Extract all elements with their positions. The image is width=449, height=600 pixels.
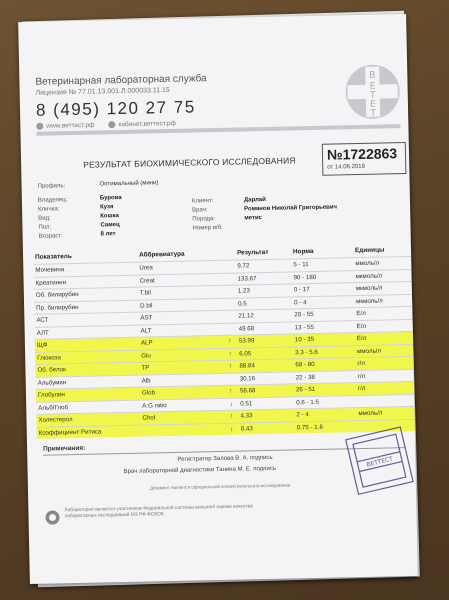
header-norm: Норма	[292, 247, 314, 256]
phone-number: 8 (495) 120 27 75	[35, 97, 196, 120]
norm-cell: 26 - 51	[294, 383, 356, 397]
abbreviation-cell: ALT	[139, 323, 223, 337]
result-cell: 6.05	[237, 346, 293, 360]
flag-cell	[222, 298, 236, 311]
norm-cell: 0 - 17	[292, 283, 354, 297]
species-value: Кошка	[100, 213, 119, 220]
organization-name: Ветеринарная лабораторная служба	[35, 73, 207, 88]
norm-cell: 13 - 55	[292, 320, 354, 334]
lab-report-sheet	[18, 14, 418, 584]
owner-value: Бурова	[99, 194, 122, 202]
breed-value: метис	[244, 215, 263, 222]
header-indicator: Показатель	[35, 253, 72, 261]
doctor-label: Врач:	[192, 207, 208, 214]
lab-stamp	[345, 426, 414, 495]
flag-cell	[221, 273, 235, 286]
abbreviation-cell: Urea	[137, 260, 221, 274]
indicator-cell: Коэффициент Ритиса	[37, 425, 141, 439]
indicator-cell: Глобулин	[36, 387, 140, 402]
indicator-cell: Альбумин	[36, 375, 140, 390]
norm-cell: 90 - 180	[291, 270, 353, 284]
unit-cell: г/л	[356, 369, 414, 383]
abbreviation-cell: D.bil	[138, 298, 222, 312]
flag-cell	[222, 310, 236, 323]
fsvok-icon	[44, 509, 60, 525]
flag-cell	[221, 260, 235, 273]
norm-cell: 0 - 4	[292, 295, 354, 309]
norm-cell: 22 - 38	[294, 370, 356, 384]
request-number: №1722863	[326, 145, 398, 163]
notes-label: Примечания:	[43, 444, 86, 453]
flag-cell	[224, 373, 238, 386]
norm-cell: 10 - 35	[293, 333, 355, 347]
flag-cell: ↑	[223, 348, 237, 361]
sex-label: Пол:	[38, 224, 52, 231]
official-copy-note: Документ является официальной копией результата исследования	[149, 482, 291, 491]
cabinet-link: кабинет.веттест.рф	[108, 120, 176, 129]
indicator-cell: Об. белок	[35, 362, 139, 377]
header-abbreviation: Аббревиатура	[138, 250, 185, 259]
norm-cell: 2 - 4	[294, 408, 356, 422]
unit-cell: г/л	[356, 381, 414, 395]
pet-name-label: Кличка:	[38, 206, 60, 213]
abbreviation-cell: Chol	[140, 410, 224, 424]
norm-cell: 20 - 55	[292, 308, 354, 322]
flag-cell: ↑	[223, 360, 237, 373]
registrar-signature: Регистратор Залова В. А. подпись	[177, 454, 273, 463]
indicator-cell: Об. билирубин	[34, 287, 138, 302]
doctor-value: Романов Николай Григорьевич	[244, 204, 338, 213]
result-cell: 0.43	[239, 421, 295, 434]
globe-icon	[36, 123, 43, 130]
results-body	[33, 256, 415, 438]
result-cell: 49.68	[236, 321, 292, 335]
norm-cell: 3.3 - 5.6	[293, 345, 355, 359]
profile-label: Профиль:	[37, 183, 66, 190]
indicator-cell: ЩФ	[35, 337, 139, 352]
indicator-cell: АЛТ	[35, 325, 139, 340]
result-cell: 1.23	[236, 284, 292, 298]
unit-cell: ммоль/л	[356, 406, 414, 420]
indicator-cell: Глюкоза	[35, 350, 139, 365]
age-label: Возраст:	[38, 233, 63, 240]
flag-cell: ↑	[223, 335, 237, 348]
header-flag	[221, 248, 235, 261]
svg-text:Е: Е	[370, 99, 376, 110]
flag-cell: ↑	[224, 410, 238, 423]
abbreviation-cell: Glu	[139, 348, 223, 362]
abbreviation-cell: AST	[138, 310, 222, 324]
unit-cell: г/л	[355, 356, 413, 370]
species-label: Вид:	[38, 215, 51, 222]
abbreviation-cell: Creat	[137, 273, 221, 287]
result-cell: 133.67	[235, 271, 291, 285]
indicator-cell: Альб/Глоб	[36, 400, 140, 415]
abbreviation-cell: A:G ratio	[140, 398, 224, 412]
header-result: Результат	[236, 248, 269, 257]
svg-text:Т: Т	[369, 90, 376, 101]
unit-cell: Е/л	[354, 306, 412, 320]
svg-text:ВЕТТЕСТ: ВЕТТЕСТ	[365, 455, 394, 469]
sex-value: Самец	[100, 222, 120, 229]
svg-text:В: В	[369, 70, 376, 81]
website-link: www.веттест.рф	[36, 122, 94, 130]
result-cell: 0.5	[236, 296, 292, 310]
request-date: от 14.06.2019	[327, 163, 365, 171]
doctor-signature: Врач лабораторной диагностики Танина М. Е. подпись	[123, 465, 276, 476]
flag-cell: ↑	[224, 385, 238, 398]
request-box	[322, 142, 407, 176]
footer-note: Лаборатория является участником Федеральной системы внешней оценки качества лабораторных исследований МЗ РФ ФСВОК	[64, 504, 253, 520]
breed-label: Порода:	[192, 216, 216, 223]
unit-cell: мкмоль/л	[354, 294, 412, 308]
pet-name-value: Кузя	[99, 204, 114, 211]
abbreviation-cell: Alb	[140, 373, 224, 387]
indicator-cell: АСТ	[34, 312, 138, 327]
abbreviation-cell: TP	[139, 360, 223, 374]
result-cell: 58.68	[238, 384, 294, 398]
unit-cell: Е/л	[355, 331, 413, 345]
report-title: РЕЗУЛЬТАТ БИОХИМИЧЕСКОГО ИССЛЕДОВАНИЯ	[83, 155, 296, 170]
client-label: Клиент:	[191, 198, 214, 205]
result-cell: 9.72	[235, 259, 291, 273]
abbreviation-cell: ALP	[139, 335, 223, 349]
unit-cell: Е/л	[354, 319, 412, 333]
client-value: Дарлай	[243, 196, 266, 204]
svg-text:Е: Е	[369, 81, 376, 92]
unit-cell: мкмоль/л	[353, 269, 411, 283]
flag-cell: ↓	[224, 398, 238, 411]
result-cell: 4.33	[238, 409, 294, 423]
norm-cell: 5 - 11	[291, 258, 353, 272]
result-cell: 21.12	[236, 309, 292, 323]
owner-label: Владелец:	[37, 197, 68, 204]
age-value: 8 лет	[100, 231, 116, 238]
result-cell: 53.99	[237, 334, 293, 348]
abbreviation-cell	[141, 423, 225, 437]
norm-cell: 68 - 80	[293, 358, 355, 372]
profile-value: Оптимальный (мини)	[99, 180, 159, 188]
flag-cell: ↓	[225, 423, 239, 435]
result-cell: 30.16	[238, 371, 294, 385]
indicator-cell: Пр. билирубин	[34, 300, 138, 315]
result-cell: 0.51	[238, 396, 294, 410]
abbreviation-cell: Glob	[140, 385, 224, 399]
indicator-cell: Мочевина	[33, 262, 137, 277]
results-table	[33, 244, 415, 439]
license-number: Лицензия № 77.01.13.001.Л.000033.11.15	[35, 86, 170, 97]
unit-cell: ммоль/л	[355, 344, 413, 358]
flag-cell	[222, 285, 236, 298]
vettest-logo	[343, 62, 402, 121]
unit-cell: ммоль/л	[353, 256, 411, 270]
record-number-label: Номер и/б:	[192, 224, 223, 232]
user-icon	[108, 121, 115, 128]
header-units: Единицы	[354, 246, 385, 255]
unit-cell: мкмоль/л	[354, 281, 412, 295]
unit-cell	[356, 394, 414, 408]
indicator-cell: Креатинин	[33, 275, 137, 290]
result-cell: 88.84	[237, 359, 293, 373]
flag-cell	[223, 323, 237, 336]
norm-cell: 0.6 - 1.5	[294, 395, 356, 409]
indicator-cell: Холестерол	[36, 412, 140, 427]
svg-text:Т: Т	[370, 108, 377, 119]
abbreviation-cell: T.bil	[138, 285, 222, 299]
norm-cell: 0.75 - 1.6	[295, 420, 357, 433]
